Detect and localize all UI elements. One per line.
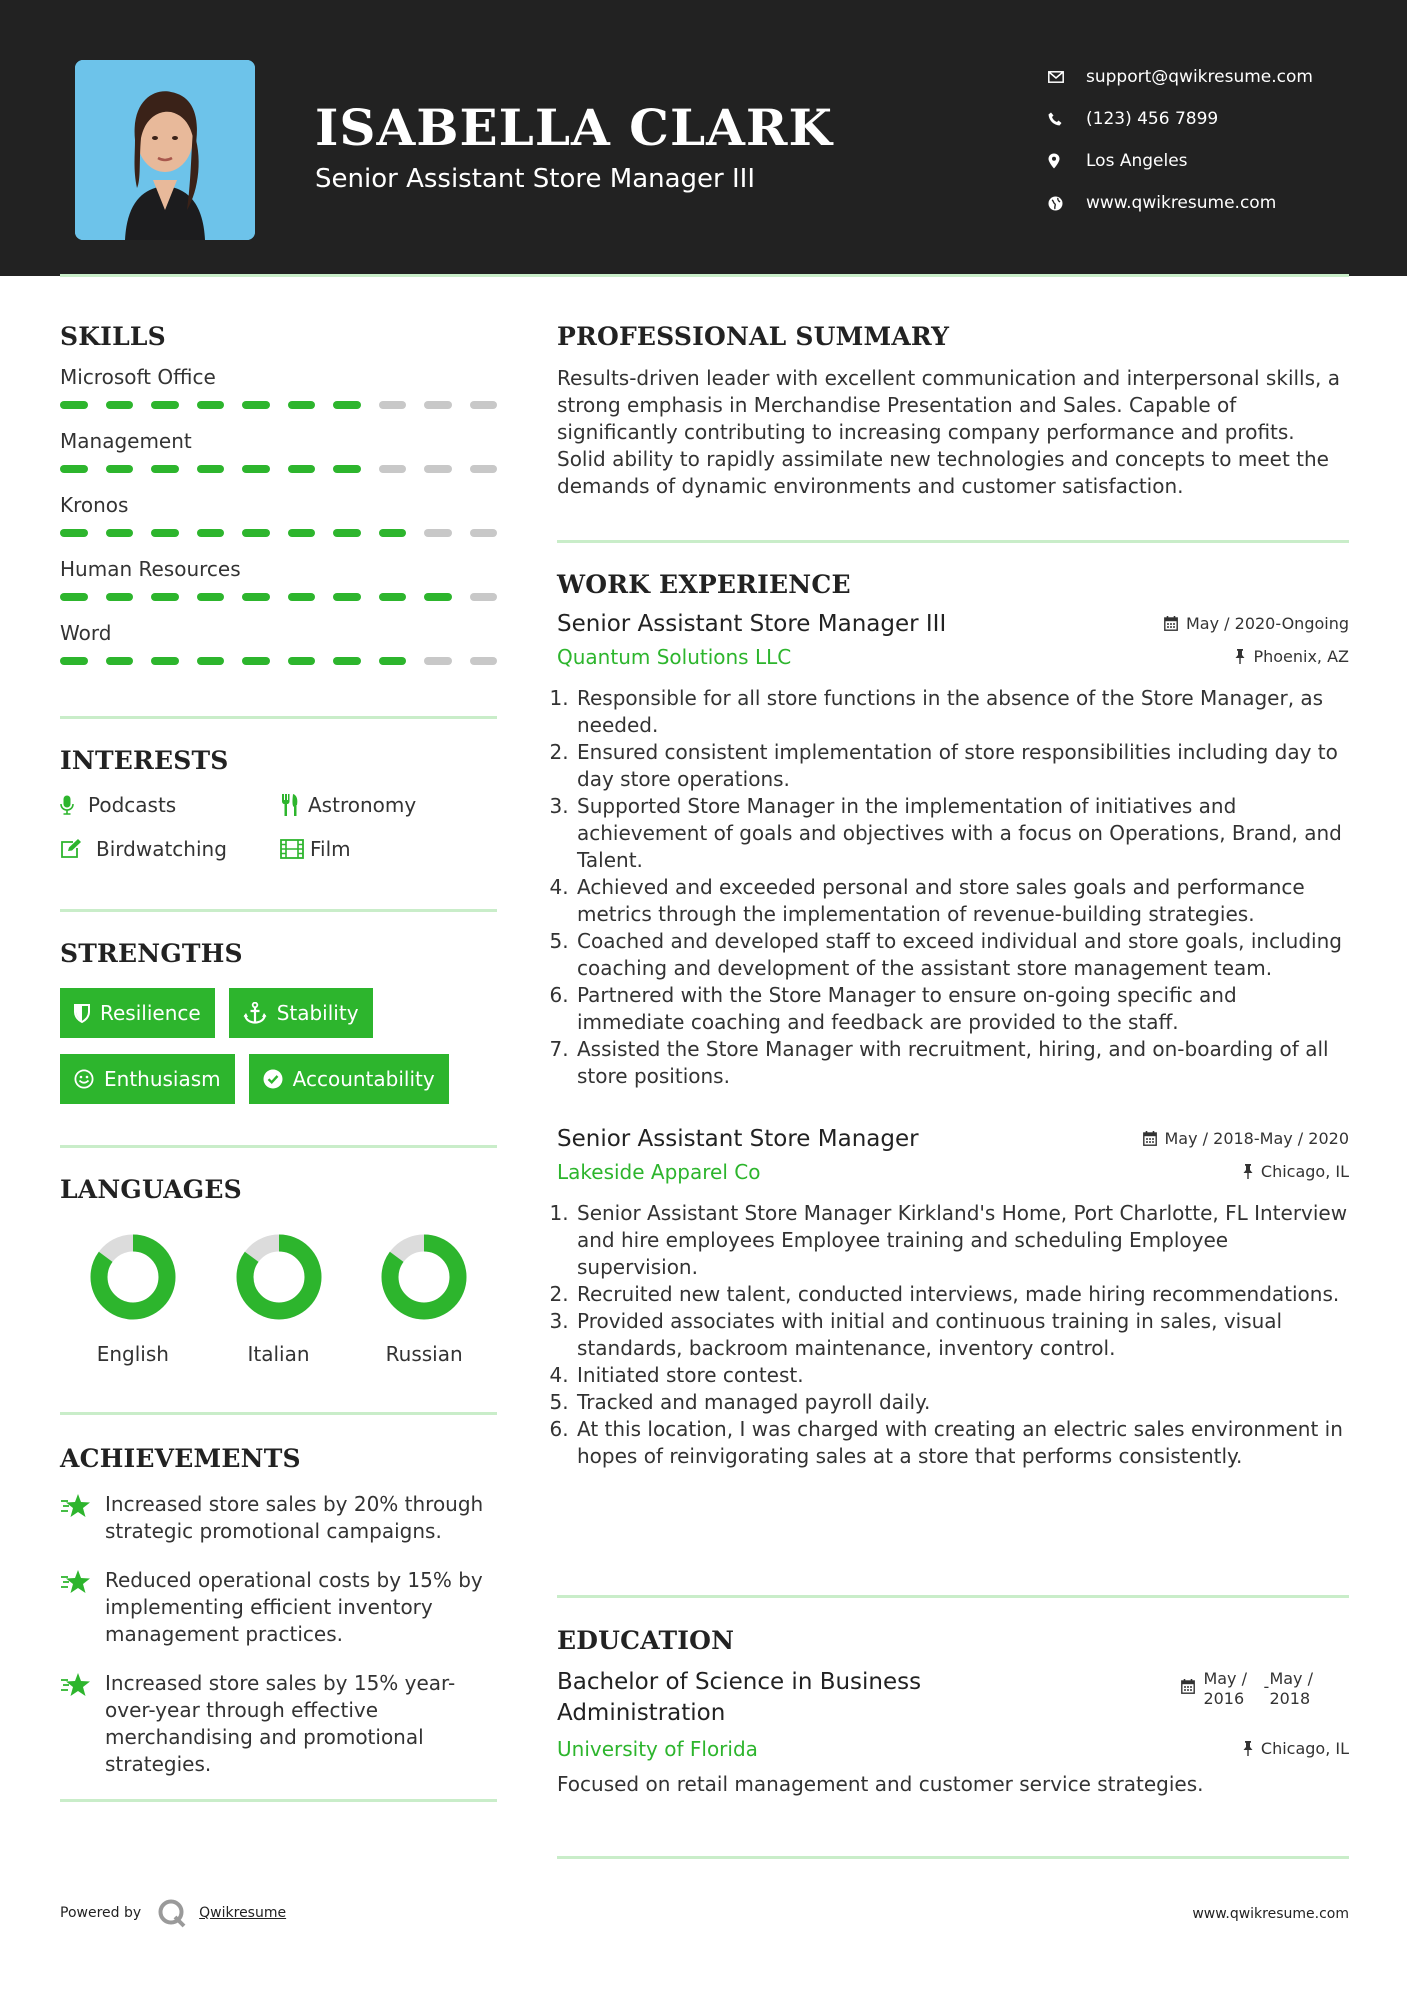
education-divider bbox=[557, 1856, 1349, 1859]
skill-level-dot bbox=[424, 657, 452, 665]
job-sub bbox=[557, 645, 1349, 669]
duty-item: 1. Responsible for all store functions in the absence of the Store Manager, as needed. bbox=[575, 685, 1349, 739]
resume-header bbox=[0, 0, 1407, 276]
job-date bbox=[1164, 614, 1349, 633]
skill-level-dot bbox=[242, 465, 270, 473]
skill-level-dot bbox=[197, 465, 225, 473]
phone-icon bbox=[1048, 109, 1086, 129]
skill-level-dot bbox=[333, 657, 361, 665]
skill-level-dot bbox=[242, 529, 270, 537]
skill-level-dot bbox=[379, 529, 407, 537]
interest-label: Astronomy bbox=[308, 793, 417, 817]
interest-birdwatching bbox=[60, 837, 280, 861]
language-level-ring bbox=[236, 1234, 322, 1320]
powered-by-label: Powered by bbox=[60, 1905, 142, 1921]
skill-level-dot bbox=[470, 657, 498, 665]
skill-level-dot bbox=[424, 465, 452, 473]
skill-level-dot bbox=[242, 657, 270, 665]
smile-icon bbox=[74, 1069, 94, 1089]
qwikresume-link[interactable]: Qwikresume bbox=[199, 1905, 287, 1921]
skill-level-dot bbox=[197, 657, 225, 665]
contact-location-text: Los Angeles bbox=[1086, 151, 1188, 171]
skill-level-dot bbox=[333, 465, 361, 473]
duty-item: 6. Partnered with the Store Manager to ensure on-going specific and immediate coaching and feedback are provided to the staff. bbox=[575, 982, 1349, 1036]
skill-level-bar bbox=[60, 529, 497, 537]
skill-item bbox=[60, 621, 497, 685]
interest-astronomy bbox=[280, 793, 500, 817]
skill-level-dot bbox=[470, 593, 498, 601]
contact-list bbox=[1048, 56, 1378, 224]
education-degree bbox=[557, 1667, 921, 1729]
duty-item: 5. Coached and developed staff to exceed individual and store goals, including coaching and development of the assistant store management team. bbox=[575, 928, 1349, 982]
microphone-icon bbox=[60, 795, 88, 815]
skill-level-dot bbox=[470, 465, 498, 473]
skill-level-dot bbox=[333, 529, 361, 537]
job-head bbox=[557, 611, 1349, 637]
duty-item: 6. At this location, I was charged with creating an electric sales environment in hopes of reinvigorating sales at a store that performs consistently. bbox=[575, 1416, 1349, 1470]
envelope-icon bbox=[1048, 67, 1086, 87]
skills-list bbox=[60, 365, 497, 685]
experience-list bbox=[557, 611, 1349, 1470]
skill-level-bar bbox=[60, 401, 497, 409]
trophy-star-icon bbox=[60, 1670, 105, 1778]
skill-level-dot bbox=[242, 593, 270, 601]
skill-level-dot bbox=[197, 529, 225, 537]
job-date-text: May / 2020-Ongoing bbox=[1186, 614, 1349, 633]
contact-email[interactable] bbox=[1048, 56, 1378, 98]
education-heading: EDUCATION bbox=[557, 1626, 735, 1655]
interest-film bbox=[280, 837, 500, 861]
achievements-heading: ACHIEVEMENTS bbox=[60, 1444, 301, 1473]
contact-website[interactable] bbox=[1048, 182, 1378, 224]
skill-level-bar bbox=[60, 465, 497, 473]
skill-name: Management bbox=[60, 429, 192, 453]
languages-heading: LANGUAGES bbox=[60, 1175, 242, 1204]
contact-phone[interactable] bbox=[1048, 98, 1378, 140]
job-location bbox=[1235, 647, 1349, 666]
date-dash: - bbox=[1263, 1677, 1270, 1696]
shield-icon bbox=[74, 1004, 90, 1023]
date-part: 2016 bbox=[1203, 1689, 1245, 1708]
skill-level-dot bbox=[379, 593, 407, 601]
skill-level-dot bbox=[60, 465, 88, 473]
candidate-title: Senior Assistant Store Manager III bbox=[315, 164, 755, 194]
education-description: Focused on retail management and customer service strategies. bbox=[557, 1772, 1204, 1796]
language-item bbox=[206, 1234, 352, 1366]
languages-divider bbox=[60, 1412, 497, 1415]
strengths-section bbox=[60, 939, 497, 1104]
job-entry bbox=[557, 1126, 1349, 1470]
interests-divider bbox=[60, 909, 497, 912]
job-sub bbox=[557, 1160, 1349, 1184]
experience-section bbox=[557, 570, 1349, 1470]
interest-label: Film bbox=[310, 837, 351, 861]
skill-level-dot bbox=[470, 529, 498, 537]
date-part: May / bbox=[1203, 1669, 1247, 1688]
language-name: Italian bbox=[247, 1342, 310, 1366]
skill-name: Kronos bbox=[60, 493, 129, 517]
interest-label: Podcasts bbox=[88, 793, 177, 817]
globe-icon bbox=[1048, 193, 1086, 213]
strengths-list bbox=[60, 988, 497, 1104]
strength-label: Stability bbox=[276, 1001, 359, 1025]
skills-heading: SKILLS bbox=[60, 322, 166, 351]
education-school: University of Florida bbox=[557, 1737, 758, 1761]
duty-item: 3. Supported Store Manager in the implementation of initiatives and achievement of goals and objectives with a focus on Operations, Brand, and Talent. bbox=[575, 793, 1349, 874]
languages-section bbox=[60, 1175, 497, 1366]
skill-level-dot bbox=[106, 529, 134, 537]
skill-level-dot bbox=[151, 465, 179, 473]
education-date bbox=[1181, 1667, 1313, 1729]
duty-item: 2. Ensured consistent implementation of store responsibilities including day to day store operations. bbox=[575, 739, 1349, 793]
edit-icon bbox=[60, 839, 96, 859]
skill-level-dot bbox=[151, 657, 179, 665]
summary-text: Results-driven leader with excellent communication and interpersonal skills, a strong emphasis in Merchandise Presentation and Sales. Capable of significantly contributing to increasing company performance and profits. Solid ability to rapidly assimilate new technologies and concepts to meet the demands of dynamic environments and customer satisfaction. bbox=[557, 366, 1340, 498]
job-location-text: Phoenix, AZ bbox=[1253, 647, 1349, 666]
job-title: Senior Assistant Store Manager bbox=[557, 1126, 919, 1152]
anchor-icon bbox=[243, 1002, 267, 1024]
skill-name: Human Resources bbox=[60, 557, 241, 581]
duty-item: 1. Senior Assistant Store Manager Kirkland's Home, Port Charlotte, FL Interview and hire employees Employee training and scheduling Employee supervision. bbox=[575, 1200, 1349, 1281]
job-date-text: May / 2018-May / 2020 bbox=[1164, 1129, 1349, 1148]
contact-phone-text: (123) 456 7899 bbox=[1086, 109, 1219, 129]
footer-powered-by bbox=[60, 1898, 286, 1928]
skill-level-dot bbox=[197, 401, 225, 409]
interests-section bbox=[60, 746, 497, 861]
skill-level-dot bbox=[106, 401, 134, 409]
trophy-star-icon bbox=[60, 1567, 105, 1648]
skill-level-dot bbox=[424, 401, 452, 409]
job-location bbox=[1243, 1162, 1349, 1181]
achievement-item bbox=[60, 1567, 497, 1648]
candidate-name: ISABELLA CLARK bbox=[315, 98, 833, 157]
skill-level-dot bbox=[288, 401, 316, 409]
duty-item: 3. Provided associates with initial and continuous training in sales, visual standards, backroom maintenance, inventory control. bbox=[575, 1308, 1349, 1362]
film-icon bbox=[280, 839, 310, 859]
duty-item: 4. Achieved and exceeded personal and store sales goals and performance metrics through the implementation of revenue-building strategies. bbox=[575, 874, 1349, 928]
skill-level-dot bbox=[424, 593, 452, 601]
job-head bbox=[557, 1126, 1349, 1152]
skill-level-dot bbox=[60, 657, 88, 665]
strength-resilience bbox=[60, 988, 215, 1038]
skill-name: Word bbox=[60, 621, 112, 645]
map-marker-icon bbox=[1048, 151, 1086, 171]
education-sub bbox=[557, 1737, 1349, 1761]
language-level-ring bbox=[381, 1234, 467, 1320]
achievements-section bbox=[60, 1444, 497, 1800]
skill-level-dot bbox=[288, 529, 316, 537]
contact-website-text: www.qwikresume.com bbox=[1086, 193, 1277, 213]
skill-level-dot bbox=[151, 529, 179, 537]
degree-line: Administration bbox=[557, 1700, 726, 1726]
trophy-star-icon bbox=[60, 1491, 105, 1545]
skill-level-dot bbox=[288, 657, 316, 665]
achievement-item bbox=[60, 1670, 497, 1778]
strengths-divider bbox=[60, 1145, 497, 1148]
cutlery-icon bbox=[280, 794, 308, 816]
skill-level-dot bbox=[242, 401, 270, 409]
language-item bbox=[60, 1234, 206, 1366]
job-company: Quantum Solutions LLC bbox=[557, 645, 792, 669]
skill-level-bar bbox=[60, 593, 497, 601]
duty-item: 5. Tracked and managed payroll daily. bbox=[575, 1389, 1349, 1416]
header-divider bbox=[60, 274, 1349, 277]
skill-item bbox=[60, 365, 497, 429]
profile-photo bbox=[75, 60, 255, 240]
check-circle-icon bbox=[263, 1069, 283, 1089]
skill-item bbox=[60, 493, 497, 557]
job-duties bbox=[557, 685, 1349, 1090]
skill-level-dot bbox=[106, 593, 134, 601]
skill-item bbox=[60, 557, 497, 621]
date-part: May / bbox=[1269, 1669, 1313, 1688]
skill-level-dot bbox=[106, 657, 134, 665]
strength-label: Enthusiasm bbox=[104, 1067, 221, 1091]
language-name: English bbox=[96, 1342, 169, 1366]
interests-list bbox=[60, 793, 497, 861]
interest-label: Birdwatching bbox=[96, 837, 227, 861]
job-title: Senior Assistant Store Manager III bbox=[557, 611, 947, 637]
skill-level-dot bbox=[151, 401, 179, 409]
strength-stability bbox=[229, 988, 373, 1038]
languages-list bbox=[60, 1234, 497, 1366]
thumbtack-icon bbox=[1243, 1164, 1253, 1179]
achievement-text: Increased store sales by 15% year-over-year through effective merchandising and promotional strategies. bbox=[105, 1671, 456, 1776]
skill-level-dot bbox=[379, 465, 407, 473]
thumbtack-icon bbox=[1243, 1741, 1253, 1756]
summary-divider bbox=[557, 540, 1349, 543]
skill-level-dot bbox=[60, 593, 88, 601]
experience-divider bbox=[557, 1595, 1349, 1598]
strength-label: Accountability bbox=[292, 1067, 435, 1091]
strengths-heading: STRENGTHS bbox=[60, 939, 243, 968]
strength-accountability bbox=[249, 1054, 449, 1104]
skill-level-dot bbox=[288, 465, 316, 473]
skill-item bbox=[60, 429, 497, 493]
qwikresume-logo-icon bbox=[157, 1898, 187, 1928]
skill-level-dot bbox=[333, 593, 361, 601]
achievement-text: Reduced operational costs by 15% by implementing efficient inventory management practices. bbox=[105, 1568, 483, 1646]
skill-level-dot bbox=[470, 401, 498, 409]
calendar-icon bbox=[1164, 616, 1178, 631]
date-part: 2018 bbox=[1269, 1689, 1311, 1708]
language-name: Russian bbox=[385, 1342, 463, 1366]
skill-level-dot bbox=[106, 465, 134, 473]
strength-enthusiasm bbox=[60, 1054, 235, 1104]
footer-website[interactable]: www.qwikresume.com bbox=[1192, 1906, 1349, 1922]
calendar-icon bbox=[1181, 1669, 1195, 1694]
duty-item: 4. Initiated store contest. bbox=[575, 1362, 1349, 1389]
skill-level-dot bbox=[60, 401, 88, 409]
skill-level-dot bbox=[288, 593, 316, 601]
duty-item: 7. Assisted the Store Manager with recruitment, hiring, and on-boarding of all store positions. bbox=[575, 1036, 1349, 1090]
experience-heading: WORK EXPERIENCE bbox=[557, 570, 851, 599]
achievement-text: Increased store sales by 20% through strategic promotional campaigns. bbox=[105, 1492, 484, 1543]
degree-line: Bachelor of Science in Business bbox=[557, 1669, 922, 1695]
skill-level-bar bbox=[60, 657, 497, 665]
skill-level-dot bbox=[333, 401, 361, 409]
achievement-item bbox=[60, 1491, 497, 1545]
skill-level-dot bbox=[379, 657, 407, 665]
education-location-text: Chicago, IL bbox=[1260, 1739, 1349, 1758]
duty-item: 2. Recruited new talent, conducted interviews, made hiring recommendations. bbox=[575, 1281, 1349, 1308]
job-date bbox=[1143, 1129, 1350, 1148]
education-date-start bbox=[1203, 1669, 1263, 1709]
achievements-divider bbox=[60, 1799, 497, 1802]
language-item bbox=[351, 1234, 497, 1366]
skill-level-dot bbox=[379, 401, 407, 409]
strength-label: Resilience bbox=[100, 1001, 201, 1025]
summary-section bbox=[557, 322, 1349, 500]
language-level-ring bbox=[90, 1234, 176, 1320]
education-head bbox=[557, 1667, 1349, 1729]
contact-location bbox=[1048, 140, 1378, 182]
calendar-icon bbox=[1143, 1131, 1157, 1146]
education-date-end bbox=[1269, 1669, 1313, 1709]
job-entry bbox=[557, 611, 1349, 1090]
interests-heading: INTERESTS bbox=[60, 746, 229, 775]
achievements-list bbox=[60, 1491, 497, 1778]
skill-level-dot bbox=[424, 529, 452, 537]
skill-level-dot bbox=[60, 529, 88, 537]
thumbtack-icon bbox=[1235, 649, 1245, 664]
skill-name: Microsoft Office bbox=[60, 365, 216, 389]
skills-section bbox=[60, 322, 497, 685]
education-section bbox=[557, 1626, 1349, 1798]
contact-email-text: support@qwikresume.com bbox=[1086, 67, 1313, 87]
skill-level-dot bbox=[197, 593, 225, 601]
summary-heading: PROFESSIONAL SUMMARY bbox=[557, 322, 950, 351]
interest-podcasts bbox=[60, 793, 280, 817]
education-location bbox=[1243, 1739, 1349, 1758]
job-company: Lakeside Apparel Co bbox=[557, 1160, 761, 1184]
skill-level-dot bbox=[151, 593, 179, 601]
job-location-text: Chicago, IL bbox=[1260, 1162, 1349, 1181]
job-duties bbox=[557, 1200, 1349, 1470]
skills-divider bbox=[60, 716, 497, 719]
